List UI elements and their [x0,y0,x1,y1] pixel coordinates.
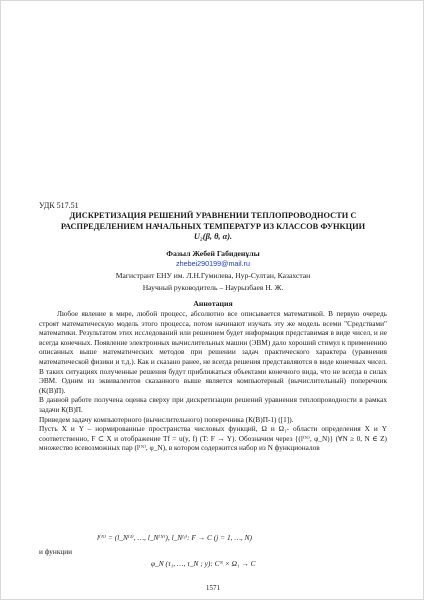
paper-title-math: U₂(β, θ, α). [193,232,233,241]
formula-functionals: l⁽ᴺ⁾ = (l_N⁽¹⁾, …, l_N⁽ᴺ⁾), l_N⁽ʲ⁾: F → C (j = 1, …, N) [97,533,253,542]
page-number: 1571 [205,584,221,592]
formula-phi: φ_N (τ₁, …, τ_N ; y): Cᴺ × Ω₁ → C [151,559,256,568]
abstract-paragraph-3: Приведем задачу компьютерного (вычислительного) поперечника (К(В)П-1) ([1]). [39,414,294,424]
abstract-heading: Аннотация [193,299,233,308]
paper-title [31,211,395,243]
author-affiliation: Магистрант ЕНУ им. Л.Н.Гумилева, Нур-Султан, Казахстан [115,271,311,280]
supervisor: Научный руководитель – Наурызбаев Н. Ж. [142,283,284,292]
author-name: Фазыл Жебей Габиденұлы [166,249,260,258]
udk-code: УДК 517.51 [39,201,79,210]
abstract-paragraph-2: В данной работе получена оценка сверху при дискретизации решений уравнения теплопроводности в рамках задачи К(В)П. [39,395,387,414]
paper-title-text: ДИСКРЕТИЗАЦИЯ РЕШЕНИЙ УРАВНЕНИИ ТЕПЛОПРОВОДНОСТИ С РАСПРЕДЕЛЕНИЕМ НАЧАЛЬНЫХ ТЕМПЕРАТУР ИЗ КЛАССОВ ФУНКЦИИ [60,211,366,231]
abstract-paragraph-4: Пусть X и Y – нормированные пространства числовых функций, Ω и Ω₁- области определения X и Y соответственно, F ⊂ X и отображение Tf = u(y, f) (T: F → Y). Обозначим через {(l⁽ᴺ⁾, φ_N)} (∀N ≥ 0, N ∈ Z) множество всевозможных пар (l⁽ᴺ⁾, φ_N), в котором содержится набор из N функционалов [39,424,387,453]
abstract-paragraph-1: Любое явление в мире, любой процесс, абсолютно все описывается математикой. В первую очередь строят математическую модель этого процесса, потом начинают изучать эту же модель всеми "Средствами" математики. Результатом этих исследований или решением будет информация представимая в виде чисел, и не всегда конечных. Появление электронных вычислительных машин (ЭВМ) дало хороший стимул к применению описанных выше математических методов при решении задач практического характера (уравнения математической физики и т.д.). Как и сказано ранее, не всегда решения представляются в виде конечных чисел. В таких ситуациях полученные решения будут приближаться объектами конечного вида, что не всегда в силах ЭВМ. Одним из эквивалентов сказанного выше является компьютерный (вычислительный) поперечник (К(В)П). [39,309,387,395]
author-email-link[interactable]: zhebei290199@mail.ru [175,259,251,268]
abstract-body [39,309,387,453]
and-functions-text: и функции [39,547,73,556]
